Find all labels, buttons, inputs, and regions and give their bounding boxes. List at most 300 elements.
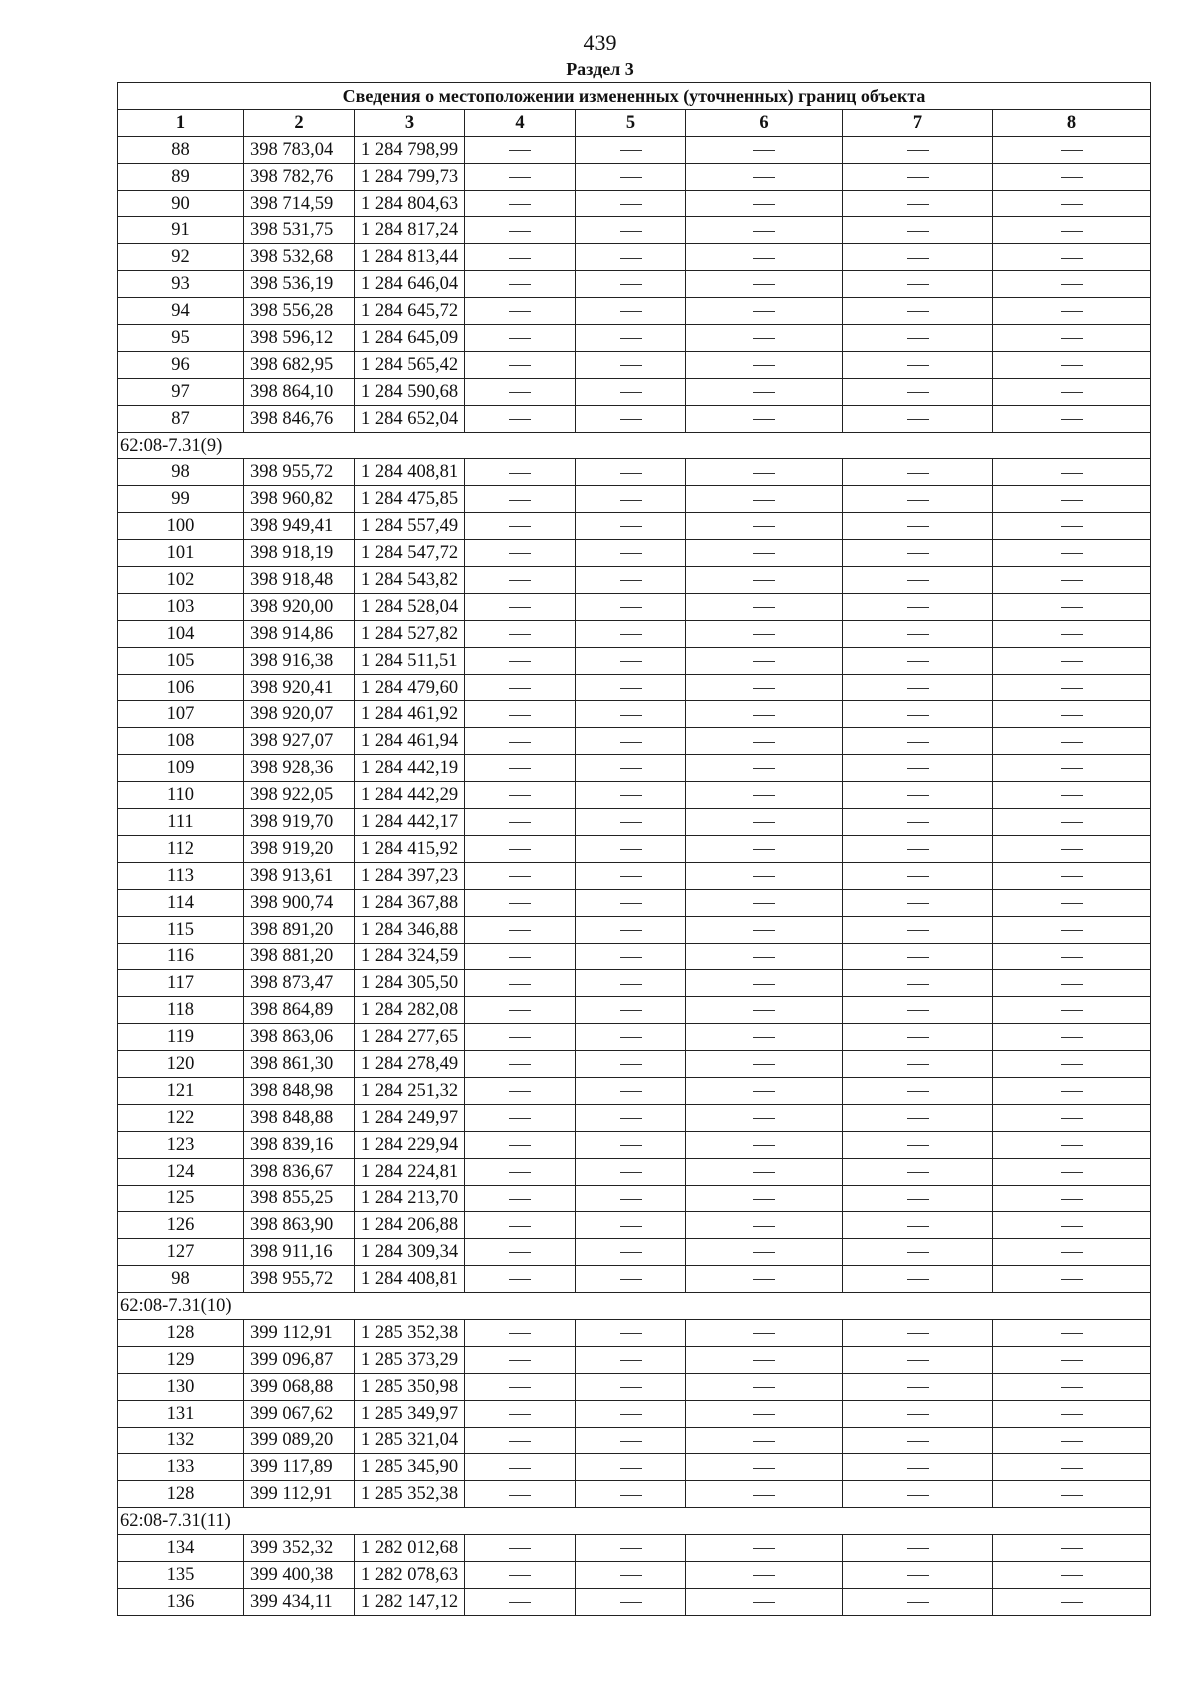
em-dash-symbol [620, 1037, 642, 1038]
em-dash-symbol [753, 849, 775, 850]
coordinate-y: 1 284 442,17 [355, 809, 465, 836]
empty-value-cell [686, 782, 843, 809]
empty-value-cell [576, 1561, 686, 1588]
empty-value-cell [843, 1024, 993, 1051]
table-row [118, 674, 1151, 701]
em-dash-symbol [509, 1091, 531, 1092]
coordinate-x: 398 919,70 [244, 809, 355, 836]
em-dash-symbol [620, 1091, 642, 1092]
empty-value-cell [465, 351, 576, 378]
empty-value-cell [465, 136, 576, 163]
empty-value-cell [576, 674, 686, 701]
em-dash-symbol [753, 500, 775, 501]
empty-value-cell [686, 325, 843, 352]
em-dash-symbol [907, 661, 929, 662]
empty-value-cell [843, 1400, 993, 1427]
coordinate-x: 398 861,30 [244, 1051, 355, 1078]
em-dash-symbol [1061, 1279, 1083, 1280]
empty-value-cell [843, 1427, 993, 1454]
em-dash-symbol [1061, 258, 1083, 259]
empty-value-cell [576, 1185, 686, 1212]
empty-value-cell [843, 325, 993, 352]
table-row [118, 889, 1151, 916]
em-dash-symbol [753, 1091, 775, 1092]
em-dash-symbol [509, 1010, 531, 1011]
em-dash-symbol [620, 1575, 642, 1576]
empty-value-cell [686, 1266, 843, 1293]
empty-value-cell [465, 325, 576, 352]
empty-value-cell [993, 298, 1151, 325]
table-row [118, 1346, 1151, 1373]
coordinate-x: 398 918,19 [244, 540, 355, 567]
empty-value-cell [576, 486, 686, 513]
em-dash-symbol [753, 526, 775, 527]
empty-value-cell [993, 1104, 1151, 1131]
em-dash-symbol [509, 984, 531, 985]
em-dash-symbol [620, 258, 642, 259]
coordinate-x: 399 112,91 [244, 1481, 355, 1508]
point-number: 119 [118, 1024, 244, 1051]
em-dash-symbol [509, 1548, 531, 1549]
table-row [118, 862, 1151, 889]
empty-value-cell [576, 1454, 686, 1481]
coordinate-y: 1 284 309,34 [355, 1239, 465, 1266]
column-number: 2 [244, 109, 355, 136]
em-dash-symbol [1061, 768, 1083, 769]
empty-value-cell [843, 997, 993, 1024]
empty-value-cell [465, 378, 576, 405]
em-dash-symbol [620, 419, 642, 420]
column-number: 3 [355, 109, 465, 136]
empty-value-cell [993, 1561, 1151, 1588]
em-dash-symbol [620, 1199, 642, 1200]
em-dash-symbol [753, 1226, 775, 1227]
coordinate-x: 398 955,72 [244, 1266, 355, 1293]
table-row [118, 1373, 1151, 1400]
empty-value-cell [576, 540, 686, 567]
empty-value-cell [465, 540, 576, 567]
em-dash-symbol [620, 580, 642, 581]
empty-value-cell [686, 916, 843, 943]
empty-value-cell [993, 271, 1151, 298]
em-dash-symbol [1061, 1010, 1083, 1011]
empty-value-cell [465, 1024, 576, 1051]
empty-value-cell [576, 593, 686, 620]
coordinate-x: 399 352,32 [244, 1535, 355, 1562]
point-number: 128 [118, 1319, 244, 1346]
em-dash-symbol [753, 1145, 775, 1146]
empty-value-cell [686, 459, 843, 486]
em-dash-symbol [509, 1252, 531, 1253]
em-dash-symbol [753, 742, 775, 743]
empty-value-cell [576, 405, 686, 432]
empty-value-cell [843, 1239, 993, 1266]
em-dash-symbol [753, 1010, 775, 1011]
empty-value-cell [993, 1427, 1151, 1454]
em-dash-symbol [1061, 1575, 1083, 1576]
coordinate-y: 1 284 557,49 [355, 513, 465, 540]
empty-value-cell [465, 701, 576, 728]
coordinate-y: 1 284 442,29 [355, 782, 465, 809]
point-number: 92 [118, 244, 244, 271]
empty-value-cell [686, 889, 843, 916]
em-dash-symbol [907, 1064, 929, 1065]
em-dash-symbol [753, 1333, 775, 1334]
empty-value-cell [465, 620, 576, 647]
coordinate-x: 398 682,95 [244, 351, 355, 378]
em-dash-symbol [1061, 1495, 1083, 1496]
empty-value-cell [465, 1588, 576, 1615]
em-dash-symbol [509, 204, 531, 205]
coordinate-y: 1 284 547,72 [355, 540, 465, 567]
empty-value-cell [576, 1481, 686, 1508]
point-number: 104 [118, 620, 244, 647]
em-dash-symbol [620, 1172, 642, 1173]
em-dash-symbol [907, 1360, 929, 1361]
empty-value-cell [686, 1454, 843, 1481]
empty-value-cell [686, 862, 843, 889]
em-dash-symbol [753, 607, 775, 608]
column-number: 7 [843, 109, 993, 136]
point-number: 132 [118, 1427, 244, 1454]
empty-value-cell [843, 1266, 993, 1293]
coordinate-y: 1 285 350,98 [355, 1373, 465, 1400]
coordinate-x: 398 863,90 [244, 1212, 355, 1239]
empty-value-cell [843, 1185, 993, 1212]
table-row [118, 1427, 1151, 1454]
em-dash-symbol [509, 1279, 531, 1280]
em-dash-symbol [509, 231, 531, 232]
coordinate-x: 398 881,20 [244, 943, 355, 970]
empty-value-cell [576, 782, 686, 809]
em-dash-symbol [620, 231, 642, 232]
coordinate-y: 1 284 799,73 [355, 163, 465, 190]
empty-value-cell [993, 1185, 1151, 1212]
em-dash-symbol [753, 177, 775, 178]
em-dash-symbol [753, 661, 775, 662]
table-row [118, 1104, 1151, 1131]
em-dash-symbol [509, 392, 531, 393]
point-number: 87 [118, 405, 244, 432]
coordinate-y: 1 284 367,88 [355, 889, 465, 916]
group-label: 62:08-7.31(11) [118, 1508, 1151, 1535]
empty-value-cell [686, 1481, 843, 1508]
em-dash-symbol [1061, 634, 1083, 635]
empty-value-cell [843, 513, 993, 540]
empty-value-cell [993, 1400, 1151, 1427]
coordinate-x: 398 891,20 [244, 916, 355, 943]
em-dash-symbol [753, 1199, 775, 1200]
em-dash-symbol [753, 1360, 775, 1361]
point-number: 134 [118, 1535, 244, 1562]
empty-value-cell [465, 244, 576, 271]
coordinate-y: 1 285 352,38 [355, 1481, 465, 1508]
table-row [118, 513, 1151, 540]
empty-value-cell [686, 1104, 843, 1131]
coordinate-y: 1 284 213,70 [355, 1185, 465, 1212]
coordinate-y: 1 284 324,59 [355, 943, 465, 970]
em-dash-symbol [1061, 365, 1083, 366]
em-dash-symbol [907, 1602, 929, 1603]
em-dash-symbol [753, 1602, 775, 1603]
coordinate-y: 1 284 565,42 [355, 351, 465, 378]
em-dash-symbol [907, 634, 929, 635]
coordinate-y: 1 284 408,81 [355, 1266, 465, 1293]
point-number: 123 [118, 1131, 244, 1158]
em-dash-symbol [1061, 1226, 1083, 1227]
empty-value-cell [993, 1319, 1151, 1346]
empty-value-cell [843, 701, 993, 728]
empty-value-cell [993, 567, 1151, 594]
table-row [118, 943, 1151, 970]
coordinate-x: 398 927,07 [244, 728, 355, 755]
empty-value-cell [576, 1131, 686, 1158]
em-dash-symbol [509, 338, 531, 339]
empty-value-cell [993, 1481, 1151, 1508]
em-dash-symbol [907, 849, 929, 850]
em-dash-symbol [753, 903, 775, 904]
table-row [118, 244, 1151, 271]
empty-value-cell [465, 1077, 576, 1104]
point-number: 113 [118, 862, 244, 889]
empty-value-cell [843, 835, 993, 862]
empty-value-cell [465, 1561, 576, 1588]
table-row [118, 916, 1151, 943]
empty-value-cell [843, 1212, 993, 1239]
coordinate-x: 399 434,11 [244, 1588, 355, 1615]
coordinate-x: 398 913,61 [244, 862, 355, 889]
point-number: 120 [118, 1051, 244, 1078]
empty-value-cell [465, 809, 576, 836]
empty-value-cell [686, 1051, 843, 1078]
point-number: 94 [118, 298, 244, 325]
empty-value-cell [576, 325, 686, 352]
coordinate-x: 398 846,76 [244, 405, 355, 432]
em-dash-symbol [907, 1037, 929, 1038]
coordinate-x: 398 919,20 [244, 835, 355, 862]
empty-value-cell [576, 620, 686, 647]
em-dash-symbol [1061, 984, 1083, 985]
point-number: 98 [118, 459, 244, 486]
em-dash-symbol [753, 338, 775, 339]
empty-value-cell [576, 755, 686, 782]
table-row [118, 459, 1151, 486]
empty-value-cell [465, 1427, 576, 1454]
em-dash-symbol [620, 1279, 642, 1280]
empty-value-cell [993, 1212, 1151, 1239]
coordinate-y: 1 284 278,49 [355, 1051, 465, 1078]
em-dash-symbol [1061, 607, 1083, 608]
empty-value-cell [465, 1051, 576, 1078]
empty-value-cell [465, 1158, 576, 1185]
empty-value-cell [576, 163, 686, 190]
column-number: 4 [465, 109, 576, 136]
em-dash-symbol [907, 258, 929, 259]
coordinate-y: 1 284 224,81 [355, 1158, 465, 1185]
table-row [118, 835, 1151, 862]
em-dash-symbol [907, 1468, 929, 1469]
em-dash-symbol [620, 204, 642, 205]
em-dash-symbol [509, 1172, 531, 1173]
coordinate-y: 1 284 408,81 [355, 459, 465, 486]
empty-value-cell [993, 1024, 1151, 1051]
empty-value-cell [993, 620, 1151, 647]
empty-value-cell [576, 835, 686, 862]
coordinate-y: 1 284 249,97 [355, 1104, 465, 1131]
em-dash-symbol [753, 473, 775, 474]
column-number: 8 [993, 109, 1151, 136]
coordinate-x: 398 532,68 [244, 244, 355, 271]
empty-value-cell [686, 728, 843, 755]
empty-value-cell [465, 1104, 576, 1131]
empty-value-cell [576, 943, 686, 970]
em-dash-symbol [753, 1118, 775, 1119]
empty-value-cell [843, 1131, 993, 1158]
empty-value-cell [576, 728, 686, 755]
empty-value-cell [843, 593, 993, 620]
coordinate-y: 1 284 442,19 [355, 755, 465, 782]
coordinate-x: 398 920,07 [244, 701, 355, 728]
empty-value-cell [576, 1212, 686, 1239]
em-dash-symbol [1061, 1118, 1083, 1119]
em-dash-symbol [753, 258, 775, 259]
column-number: 1 [118, 109, 244, 136]
coordinate-x: 398 916,38 [244, 647, 355, 674]
point-number: 107 [118, 701, 244, 728]
em-dash-symbol [509, 1468, 531, 1469]
em-dash-symbol [509, 1118, 531, 1119]
empty-value-cell [465, 190, 576, 217]
em-dash-symbol [620, 1468, 642, 1469]
table-row [118, 782, 1151, 809]
em-dash-symbol [753, 1387, 775, 1388]
coordinate-x: 398 911,16 [244, 1239, 355, 1266]
point-number: 133 [118, 1454, 244, 1481]
empty-value-cell [843, 809, 993, 836]
coordinate-y: 1 284 415,92 [355, 835, 465, 862]
em-dash-symbol [620, 661, 642, 662]
empty-value-cell [993, 782, 1151, 809]
empty-value-cell [843, 620, 993, 647]
empty-value-cell [843, 1077, 993, 1104]
em-dash-symbol [509, 876, 531, 877]
em-dash-symbol [753, 930, 775, 931]
empty-value-cell [576, 190, 686, 217]
table-row [118, 1319, 1151, 1346]
em-dash-symbol [907, 177, 929, 178]
table-row [118, 1266, 1151, 1293]
em-dash-symbol [509, 1575, 531, 1576]
empty-value-cell [686, 163, 843, 190]
empty-value-cell [465, 728, 576, 755]
em-dash-symbol [509, 473, 531, 474]
coordinate-y: 1 284 528,04 [355, 593, 465, 620]
table-row [118, 1051, 1151, 1078]
em-dash-symbol [753, 822, 775, 823]
em-dash-symbol [907, 1199, 929, 1200]
empty-value-cell [843, 889, 993, 916]
empty-value-cell [686, 1561, 843, 1588]
empty-value-cell [465, 997, 576, 1024]
empty-value-cell [465, 755, 576, 782]
empty-value-cell [993, 593, 1151, 620]
empty-value-cell [465, 486, 576, 513]
table-row [118, 701, 1151, 728]
point-number: 112 [118, 835, 244, 862]
em-dash-symbol [620, 500, 642, 501]
table-row [118, 1131, 1151, 1158]
em-dash-symbol [1061, 876, 1083, 877]
point-number: 105 [118, 647, 244, 674]
coordinate-y: 1 284 305,50 [355, 970, 465, 997]
empty-value-cell [465, 163, 576, 190]
point-number: 108 [118, 728, 244, 755]
table-row [118, 728, 1151, 755]
em-dash-symbol [509, 1333, 531, 1334]
em-dash-symbol [509, 500, 531, 501]
empty-value-cell [993, 1373, 1151, 1400]
em-dash-symbol [620, 768, 642, 769]
coordinate-y: 1 284 461,92 [355, 701, 465, 728]
group-label: 62:08-7.31(10) [118, 1293, 1151, 1320]
empty-value-cell [576, 351, 686, 378]
em-dash-symbol [907, 338, 929, 339]
em-dash-symbol [509, 580, 531, 581]
table-row [118, 1239, 1151, 1266]
em-dash-symbol [509, 258, 531, 259]
em-dash-symbol [620, 473, 642, 474]
coordinate-x: 398 855,25 [244, 1185, 355, 1212]
empty-value-cell [576, 1346, 686, 1373]
coordinate-x: 399 400,38 [244, 1561, 355, 1588]
point-number: 89 [118, 163, 244, 190]
empty-value-cell [576, 1239, 686, 1266]
em-dash-symbol [907, 1226, 929, 1227]
point-number: 135 [118, 1561, 244, 1588]
empty-value-cell [686, 351, 843, 378]
em-dash-symbol [1061, 177, 1083, 178]
point-number: 103 [118, 593, 244, 620]
coordinate-x: 398 928,36 [244, 755, 355, 782]
em-dash-symbol [907, 311, 929, 312]
empty-value-cell [465, 674, 576, 701]
table-row [118, 1077, 1151, 1104]
table-row [118, 1454, 1151, 1481]
empty-value-cell [576, 378, 686, 405]
em-dash-symbol [753, 1172, 775, 1173]
em-dash-symbol [907, 957, 929, 958]
em-dash-symbol [753, 1064, 775, 1065]
em-dash-symbol [907, 553, 929, 554]
empty-value-cell [686, 1535, 843, 1562]
em-dash-symbol [753, 150, 775, 151]
empty-value-cell [465, 513, 576, 540]
table-row [118, 647, 1151, 674]
point-number: 117 [118, 970, 244, 997]
em-dash-symbol [907, 392, 929, 393]
em-dash-symbol [620, 849, 642, 850]
empty-value-cell [576, 997, 686, 1024]
coordinate-y: 1 284 511,51 [355, 647, 465, 674]
em-dash-symbol [509, 1414, 531, 1415]
em-dash-symbol [907, 231, 929, 232]
empty-value-cell [686, 1185, 843, 1212]
coordinate-y: 1 284 646,04 [355, 271, 465, 298]
empty-value-cell [465, 943, 576, 970]
table-row [118, 1158, 1151, 1185]
empty-value-cell [465, 1185, 576, 1212]
empty-value-cell [993, 997, 1151, 1024]
